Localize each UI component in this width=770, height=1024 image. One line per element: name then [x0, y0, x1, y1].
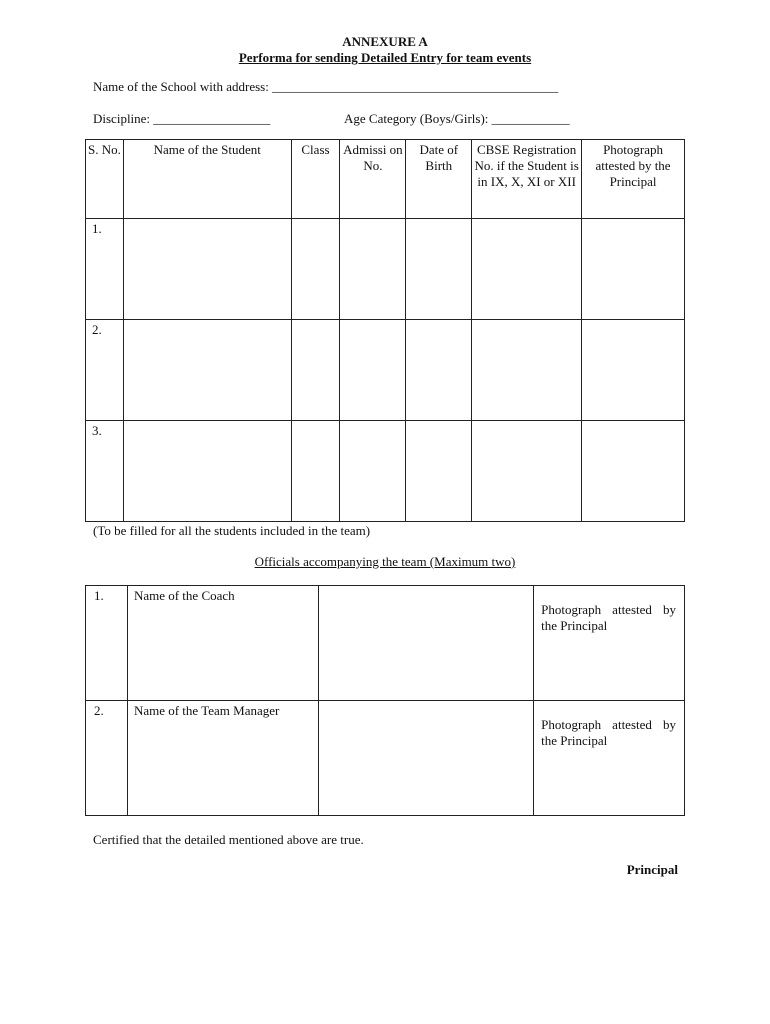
header-student-name: Name of the Student: [123, 140, 291, 219]
row-sno: 3.: [86, 421, 124, 522]
table-row: [86, 219, 685, 320]
page-subtitle: Performa for sending Detailed Entry for team events: [238, 50, 532, 65]
row-sno: 2.: [86, 320, 124, 421]
cell-date-of-birth[interactable]: [406, 421, 472, 522]
certification-text: Certified that the detailed mentioned above are true.: [93, 832, 364, 847]
official-role-coach: Name of the Coach: [127, 586, 318, 701]
official-row: [86, 701, 685, 816]
official-photo-cell: Photograph attested by the Principal: [534, 701, 685, 816]
cell-photograph[interactable]: [582, 320, 685, 421]
official-row: [86, 586, 685, 701]
official-photo-cell: Photograph attested by the Principal: [534, 586, 685, 701]
header-admission-no: Admissi on No.: [340, 140, 406, 219]
discipline-field: Discipline: __________________: [93, 111, 271, 126]
officials-table: [85, 585, 685, 816]
students-note: (To be filled for all the students included in the team): [93, 523, 371, 538]
school-name-field: Name of the School with address: ____________________________________________: [93, 79, 559, 94]
official-name-cell[interactable]: [318, 701, 534, 816]
row-sno: 1.: [86, 219, 124, 320]
table-header-row: [86, 140, 685, 219]
official-number: 2.: [86, 701, 128, 816]
official-name-cell[interactable]: [318, 586, 534, 701]
cell-photograph[interactable]: [582, 219, 685, 320]
age-category-field: Age Category (Boys/Girls): ____________: [344, 111, 570, 126]
students-table: [85, 139, 685, 522]
header-sno: S. No.: [86, 140, 124, 219]
page-title: ANNEXURE A: [342, 34, 428, 49]
principal-signature-label: Principal: [626, 862, 678, 877]
cell-admission-no[interactable]: [340, 219, 406, 320]
cell-class[interactable]: [291, 421, 340, 522]
header-photograph: Photograph attested by the Principal: [582, 140, 685, 219]
cell-admission-no[interactable]: [340, 320, 406, 421]
cell-cbse-registration[interactable]: [472, 320, 582, 421]
table-row: [86, 421, 685, 522]
official-role-manager: Name of the Team Manager: [127, 701, 318, 816]
cell-photograph[interactable]: [582, 421, 685, 522]
cell-class[interactable]: [291, 320, 340, 421]
cell-date-of-birth[interactable]: [406, 219, 472, 320]
official-number: 1.: [86, 586, 128, 701]
cell-cbse-registration[interactable]: [472, 219, 582, 320]
officials-heading: Officials accompanying the team (Maximum two): [254, 554, 516, 569]
header-cbse-registration: CBSE Registration No. if the Student is in IX, X, XI or XII: [472, 140, 582, 219]
header-date-of-birth: Date of Birth: [406, 140, 472, 219]
cell-admission-no[interactable]: [340, 421, 406, 522]
cell-date-of-birth[interactable]: [406, 320, 472, 421]
cell-student-name[interactable]: [123, 421, 291, 522]
table-row: [86, 320, 685, 421]
cell-class[interactable]: [291, 219, 340, 320]
header-class: Class: [291, 140, 340, 219]
cell-student-name[interactable]: [123, 320, 291, 421]
cell-cbse-registration[interactable]: [472, 421, 582, 522]
cell-student-name[interactable]: [123, 219, 291, 320]
